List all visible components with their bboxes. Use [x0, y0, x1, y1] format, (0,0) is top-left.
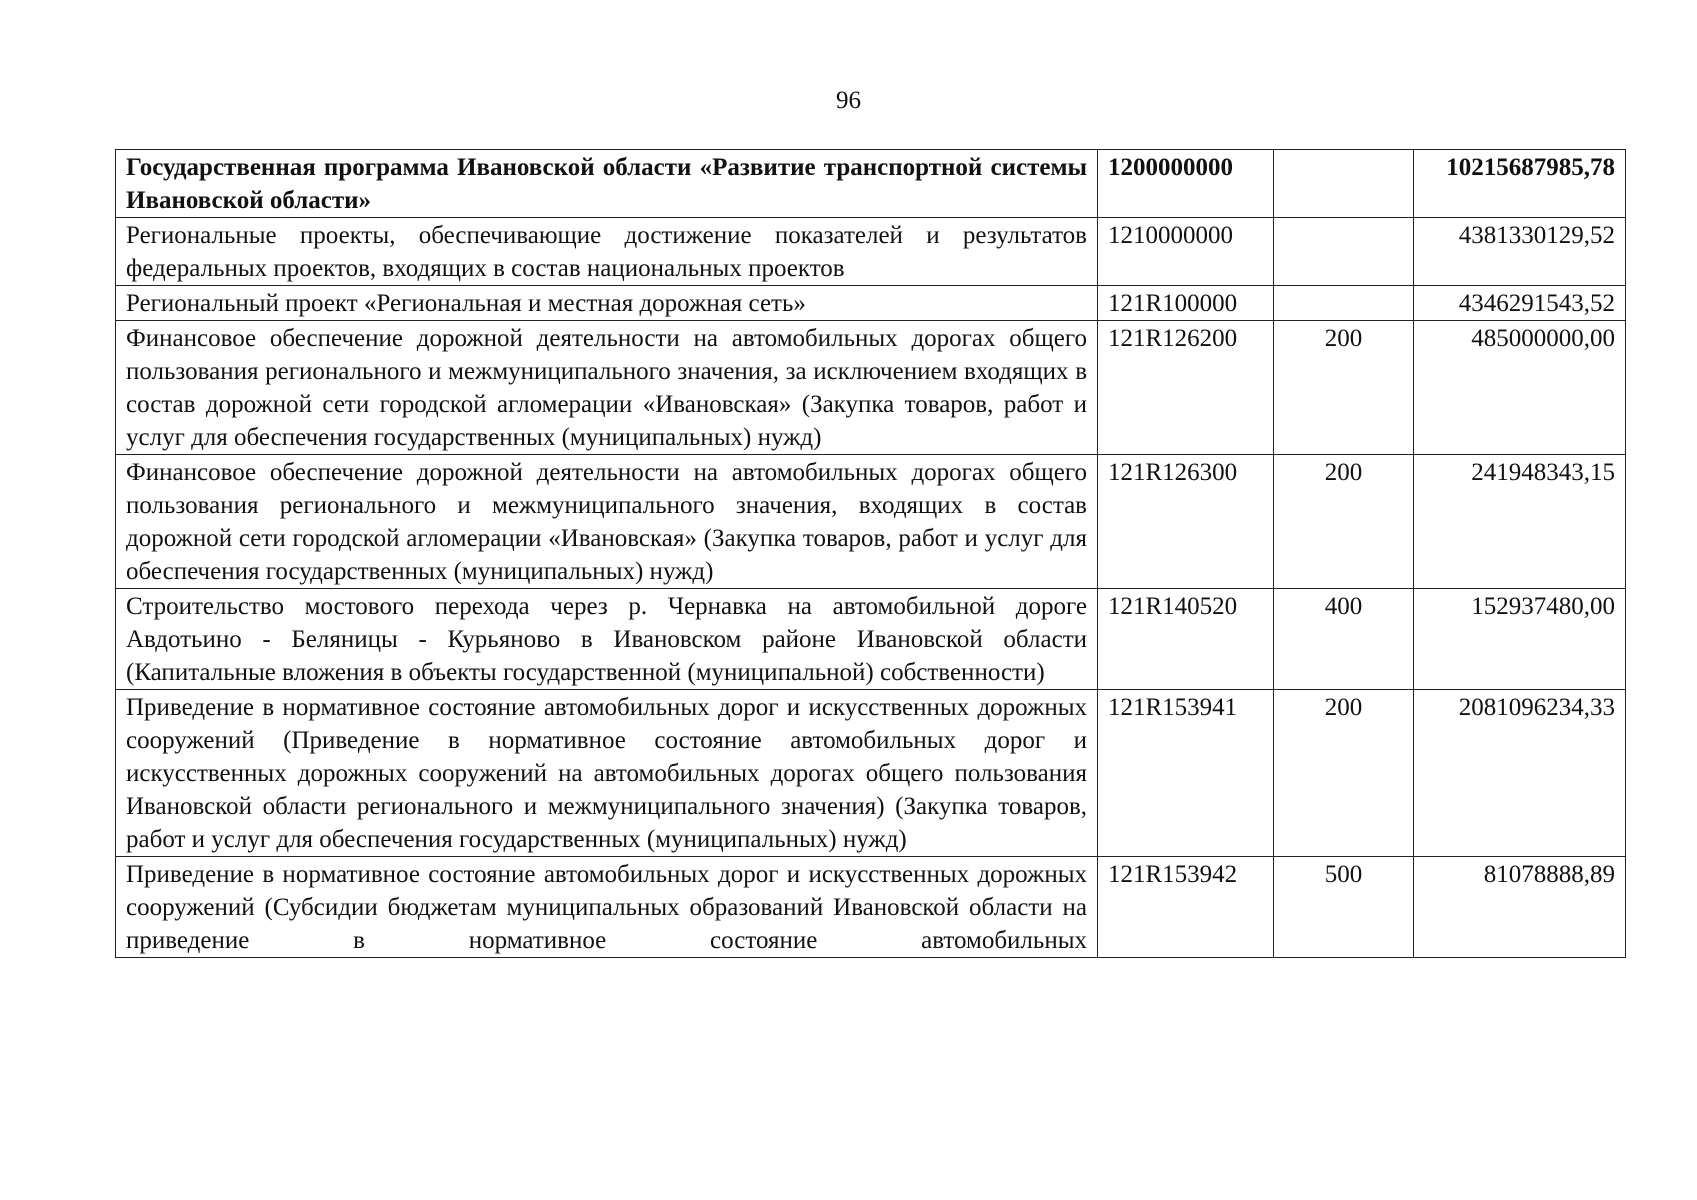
item-name-cell: Государственная программа Ивановской области «Развитие транспортной системы Ивановской области»	[116, 150, 1098, 218]
expense-type-cell: 200	[1274, 455, 1414, 589]
amount-cell: 2081096234,33	[1414, 690, 1626, 857]
item-name-cell: Строительство мостового перехода через р. Чернавка на автомобильной дороге Авдотьино - Беляницы - Курьяново в Ивановском районе Ивановской области (Капитальные вложения в объекты государственной (муниципальной) собственности)	[116, 589, 1098, 690]
table-row	[116, 150, 1626, 218]
expense-type-cell: 200	[1274, 690, 1414, 857]
table-row	[116, 218, 1626, 286]
item-name-cell: Приведение в нормативное состояние автомобильных дорог и искусственных дорожных сооружений (Субсидии бюджетам муниципальных образований Ивановской области на приведение в нормативное состояние автомобильных	[116, 857, 1098, 958]
target-code-cell: 1210000000	[1098, 218, 1274, 286]
item-name-cell: Региональный проект «Региональная и местная дорожная сеть»	[116, 286, 1098, 321]
budget-table	[115, 149, 1626, 958]
table-row	[116, 455, 1626, 589]
target-code-cell: 121R100000	[1098, 286, 1274, 321]
target-code-cell: 121R126200	[1098, 321, 1274, 455]
amount-cell: 81078888,89	[1414, 857, 1626, 958]
table-row	[116, 321, 1626, 455]
target-code-cell: 1200000000	[1098, 150, 1274, 218]
target-code-cell: 121R153942	[1098, 857, 1274, 958]
expense-type-cell	[1274, 218, 1414, 286]
amount-cell: 4381330129,52	[1414, 218, 1626, 286]
table-row	[116, 857, 1626, 958]
item-name-cell: Региональные проекты, обеспечивающие достижение показателей и результатов федеральных проектов, входящих в состав национальных проектов	[116, 218, 1098, 286]
table-row	[116, 589, 1626, 690]
expense-type-cell: 400	[1274, 589, 1414, 690]
item-name-cell: Финансовое обеспечение дорожной деятельности на автомобильных дорогах общего пользования регионального и межмуниципального значения, за исключением входящих в состав дорожной сети городской агломерации «Ивановская» (Закупка товаров, работ и услуг для обеспечения государственных (муниципальных) нужд)	[116, 321, 1098, 455]
amount-cell: 152937480,00	[1414, 589, 1626, 690]
amount-cell: 241948343,15	[1414, 455, 1626, 589]
page-number: 96	[836, 87, 861, 114]
expense-type-cell	[1274, 286, 1414, 321]
expense-type-cell: 500	[1274, 857, 1414, 958]
table-row	[116, 690, 1626, 857]
amount-cell: 10215687985,78	[1414, 150, 1626, 218]
expense-type-cell	[1274, 150, 1414, 218]
table-row	[116, 286, 1626, 321]
item-name-cell: Приведение в нормативное состояние автомобильных дорог и искусственных дорожных сооружений (Приведение в нормативное состояние автомобильных дорог и искусственных дорожных сооружений на автомобильных дорогах общего пользования Ивановской области регионального и межмуниципального значения) (Закупка товаров, работ и услуг для обеспечения государственных (муниципальных) нужд)	[116, 690, 1098, 857]
amount-cell: 485000000,00	[1414, 321, 1626, 455]
expense-type-cell: 200	[1274, 321, 1414, 455]
amount-cell: 4346291543,52	[1414, 286, 1626, 321]
target-code-cell: 121R153941	[1098, 690, 1274, 857]
budget-table-body	[116, 150, 1626, 958]
target-code-cell: 121R126300	[1098, 455, 1274, 589]
target-code-cell: 121R140520	[1098, 589, 1274, 690]
item-name-cell: Финансовое обеспечение дорожной деятельности на автомобильных дорогах общего пользования регионального и межмуниципального значения, входящих в состав дорожной сети городской агломерации «Ивановская» (Закупка товаров, работ и услуг для обеспечения государственных (муниципальных) нужд)	[116, 455, 1098, 589]
